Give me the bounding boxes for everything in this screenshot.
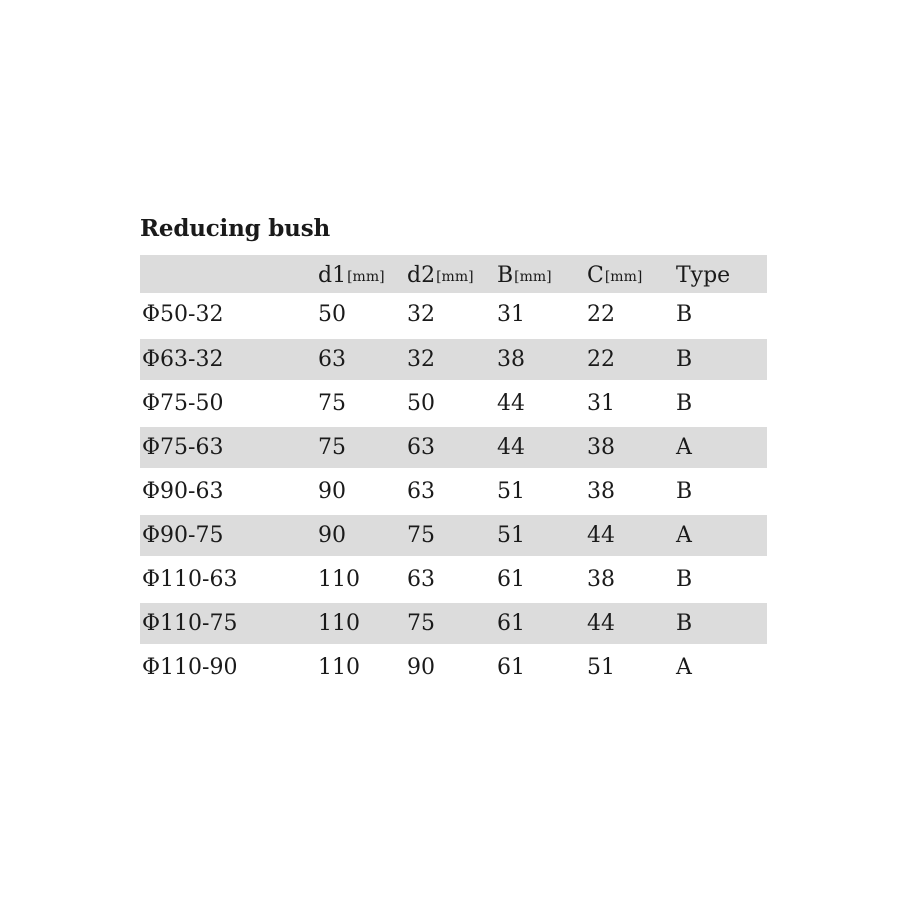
header-d1-unit: [mm]	[347, 268, 385, 285]
cell-d2: 90	[407, 655, 435, 681]
cell-b: 51	[497, 513, 587, 557]
cell-type: B	[676, 390, 693, 416]
cell-b: 31	[497, 301, 525, 327]
cell-d2: 75	[407, 601, 497, 645]
header-d2: d2[mm]	[407, 262, 474, 288]
cell-c: 31	[587, 390, 615, 416]
cell-size: Φ75-50	[142, 390, 224, 416]
table-row	[140, 557, 767, 601]
spec-table	[140, 255, 767, 689]
cell-b: 44	[497, 390, 525, 416]
cell-d2: 75	[407, 513, 497, 557]
cell-d1: 110	[318, 601, 407, 645]
cell-size: Φ50-32	[142, 301, 224, 327]
cell-c: 38	[587, 425, 676, 469]
header-type: Type	[676, 262, 731, 288]
table-row	[140, 645, 767, 689]
cell-type: B	[676, 566, 693, 592]
cell-d1: 90	[318, 513, 407, 557]
table-row	[140, 469, 767, 513]
cell-c: 44	[587, 601, 676, 645]
header-d1: d1[mm]	[318, 262, 385, 288]
cell-c: 22	[587, 301, 615, 327]
cell-type: A	[676, 513, 767, 557]
cell-size: Φ90-63	[142, 478, 224, 504]
cell-type: B	[676, 478, 693, 504]
cell-d1: 110	[318, 566, 360, 592]
cell-d1: 75	[318, 390, 346, 416]
cell-c: 22	[587, 337, 676, 381]
cell-d2: 32	[407, 301, 435, 327]
cell-b: 61	[497, 566, 525, 592]
cell-d1: 75	[318, 425, 407, 469]
cell-c: 38	[587, 478, 615, 504]
cell-d1: 50	[318, 301, 346, 327]
cell-type: B	[676, 601, 767, 645]
cell-size: Φ90-75	[140, 513, 318, 557]
cell-type: A	[676, 425, 767, 469]
table-row	[140, 601, 767, 645]
header-b: B[mm]	[497, 262, 552, 288]
table-title: Reducing bush	[140, 215, 330, 242]
cell-type: B	[676, 301, 693, 327]
cell-d1: 63	[318, 337, 407, 381]
cell-size: Φ75-63	[140, 425, 318, 469]
reducing-bush-spec-block	[140, 212, 767, 689]
cell-size: Φ63-32	[140, 337, 318, 381]
cell-type: B	[676, 337, 767, 381]
cell-d2: 32	[407, 337, 497, 381]
header-c: C[mm]	[587, 262, 643, 288]
header-b-unit: [mm]	[514, 268, 552, 285]
header-d2-unit: [mm]	[436, 268, 474, 285]
cell-b: 61	[497, 601, 587, 645]
cell-d2: 50	[407, 390, 435, 416]
table-row	[140, 293, 767, 337]
table-row	[140, 425, 767, 469]
cell-c: 44	[587, 513, 676, 557]
cell-b: 38	[497, 337, 587, 381]
cell-d2: 63	[407, 425, 497, 469]
cell-c: 38	[587, 566, 615, 592]
cell-d2: 63	[407, 566, 435, 592]
cell-b: 51	[497, 478, 525, 504]
cell-size: Φ110-75	[140, 601, 318, 645]
cell-b: 61	[497, 655, 525, 681]
cell-d1: 90	[318, 478, 346, 504]
cell-size: Φ110-90	[142, 655, 238, 681]
cell-size: Φ110-63	[142, 566, 238, 592]
header-c-unit: [mm]	[604, 268, 643, 285]
header-size	[140, 255, 318, 293]
cell-type: A	[676, 655, 692, 681]
table-row	[140, 513, 767, 557]
table-header-row	[140, 255, 767, 293]
cell-c: 51	[587, 655, 615, 681]
cell-d2: 63	[407, 478, 435, 504]
table-row	[140, 337, 767, 381]
cell-d1: 110	[318, 655, 360, 681]
cell-b: 44	[497, 425, 587, 469]
table-row	[140, 381, 767, 425]
